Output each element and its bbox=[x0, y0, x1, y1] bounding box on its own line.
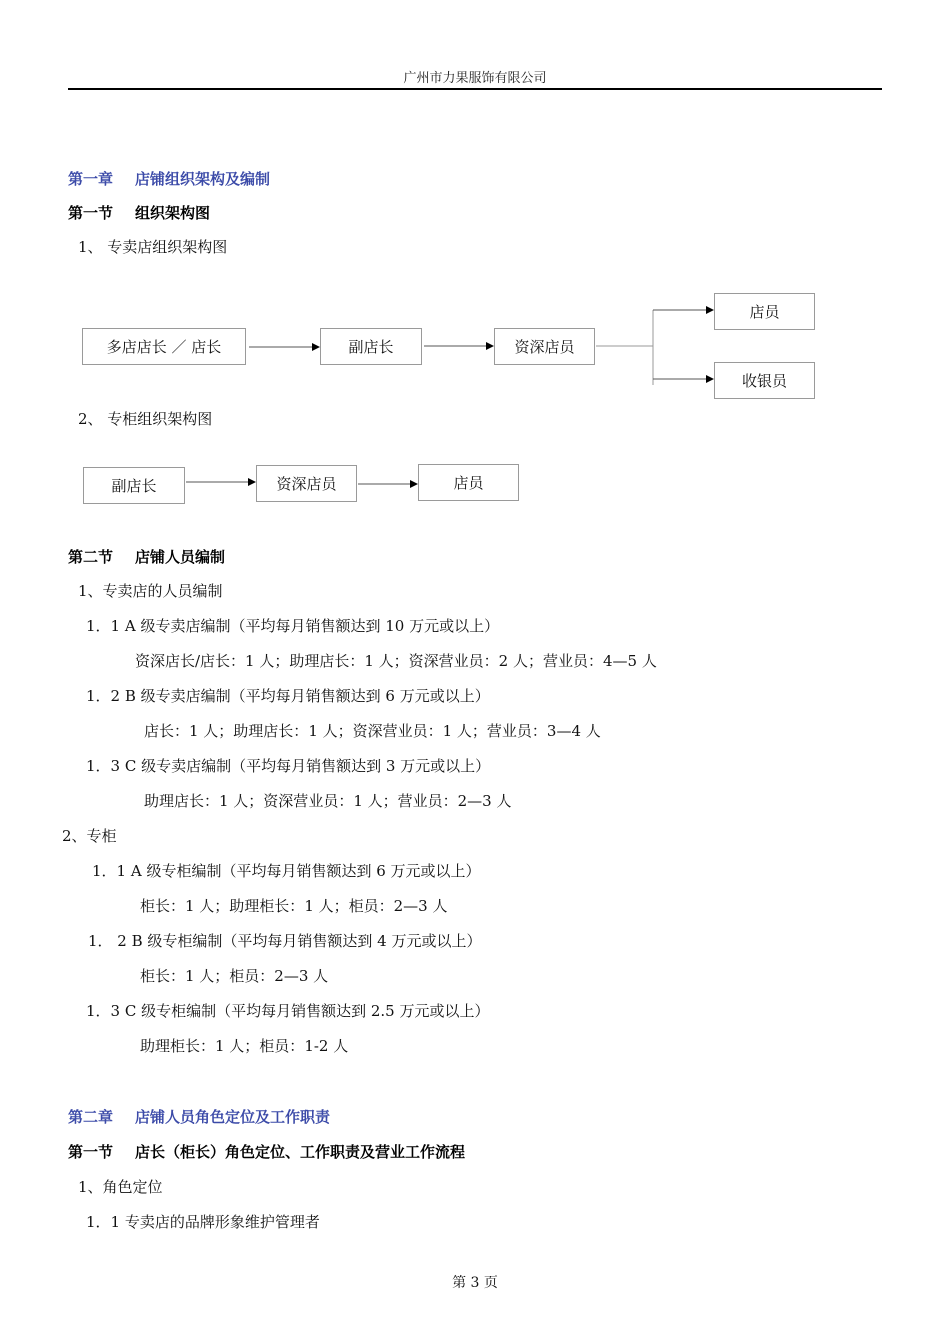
org1-cashier-label: 收银员 bbox=[741, 372, 787, 390]
org1-deputy-manager-label: 副店长 bbox=[348, 338, 394, 356]
store-c-level-detail: 助理店长：1 人；资深营业员：1 人；营业员：2—3 人 bbox=[144, 792, 512, 810]
counter-b-level-heading: 1． 2 B 级专柜编制（平均每月销售额达到 4 万元或以上） bbox=[88, 932, 482, 950]
org1-cashier-box bbox=[714, 362, 815, 399]
chapter-1-heading bbox=[68, 172, 270, 187]
org2-deputy-manager-label: 副店长 bbox=[111, 477, 157, 495]
chapter-1-title: 店铺组织架构及编制 bbox=[135, 170, 271, 188]
section-2-1-title: 店长（柜长）角色定位、工作职责及营业工作流程 bbox=[135, 1143, 466, 1161]
org1-clerk-label: 店员 bbox=[749, 303, 780, 321]
org1-deputy-manager-box bbox=[320, 328, 422, 365]
store-a-level-heading: 1．1 A 级专卖店编制（平均每月销售额达到 10 万元或以上） bbox=[86, 617, 500, 635]
chapter-1-label: 第一章 bbox=[68, 170, 114, 188]
store-b-level-heading: 1．2 B 级专卖店编制（平均每月销售额达到 6 万元或以上） bbox=[86, 687, 490, 705]
org2-deputy-manager-box bbox=[83, 467, 185, 504]
section-2-1-heading bbox=[68, 1145, 465, 1160]
chapter-2-title: 店铺人员角色定位及工作职责 bbox=[135, 1108, 331, 1126]
counter-c-level-detail: 助理柜长：1 人；柜员：1-2 人 bbox=[140, 1037, 349, 1055]
store-a-level-detail: 资深店长/店长：1 人；助理店长：1 人；资深营业员：2 人；营业员：4—5 人 bbox=[135, 652, 657, 670]
section-1-2-heading bbox=[68, 550, 225, 565]
section-1-1-label: 第一节 bbox=[68, 204, 114, 222]
section-1-2-title: 店铺人员编制 bbox=[135, 548, 226, 566]
org1-multi-store-manager-box bbox=[82, 328, 246, 365]
section-1-1-title: 组织架构图 bbox=[135, 204, 211, 222]
chapter-2-heading bbox=[68, 1110, 330, 1125]
org2-senior-clerk-box bbox=[256, 465, 357, 502]
store-staffing-heading: 1、专卖店的人员编制 bbox=[78, 582, 223, 600]
role-positioning-heading: 1、角色定位 bbox=[78, 1178, 163, 1196]
org2-senior-clerk-label: 资深店员 bbox=[276, 475, 337, 493]
org-chart-1-caption: 1、 专卖店组织架构图 bbox=[78, 238, 228, 256]
page-number: 第 3 页 bbox=[452, 1275, 498, 1291]
org1-senior-clerk-label: 资深店员 bbox=[514, 338, 575, 356]
store-b-level-detail: 店长：1 人；助理店长：1 人；资深营业员：1 人；营业员：3—4 人 bbox=[144, 722, 601, 740]
org1-clerk-box bbox=[714, 293, 815, 330]
org2-clerk-label: 店员 bbox=[453, 474, 484, 492]
org-chart-2-caption: 2、 专柜组织架构图 bbox=[78, 410, 213, 428]
section-2-1-label: 第一节 bbox=[68, 1143, 114, 1161]
store-c-level-heading: 1．3 C 级专卖店编制（平均每月销售额达到 3 万元或以上） bbox=[86, 757, 491, 775]
section-1-1-heading bbox=[68, 206, 210, 221]
counter-b-level-detail: 柜长：1 人；柜员：2—3 人 bbox=[140, 967, 329, 985]
org1-senior-clerk-box bbox=[494, 328, 595, 365]
org1-multi-store-manager-label: 多店店长 ／ 店长 bbox=[106, 338, 222, 356]
section-1-2-label: 第二节 bbox=[68, 548, 114, 566]
org2-clerk-box bbox=[418, 464, 519, 501]
counter-c-level-heading: 1．3 C 级专柜编制（平均每月销售额达到 2.5 万元或以上） bbox=[86, 1002, 490, 1020]
counter-a-level-detail: 柜长：1 人；助理柜长：1 人；柜员：2—3 人 bbox=[140, 897, 448, 915]
header-company-name: 广州市力果服饰有限公司 bbox=[403, 71, 547, 86]
chapter-2-label: 第二章 bbox=[68, 1108, 114, 1126]
role-positioning-item-1: 1．1 专卖店的品牌形象维护管理者 bbox=[86, 1213, 320, 1231]
header-rule bbox=[68, 88, 882, 90]
counter-a-level-heading: 1．1 A 级专柜编制（平均每月销售额达到 6 万元或以上） bbox=[92, 862, 481, 880]
counter-staffing-heading: 2、专柜 bbox=[62, 827, 117, 845]
